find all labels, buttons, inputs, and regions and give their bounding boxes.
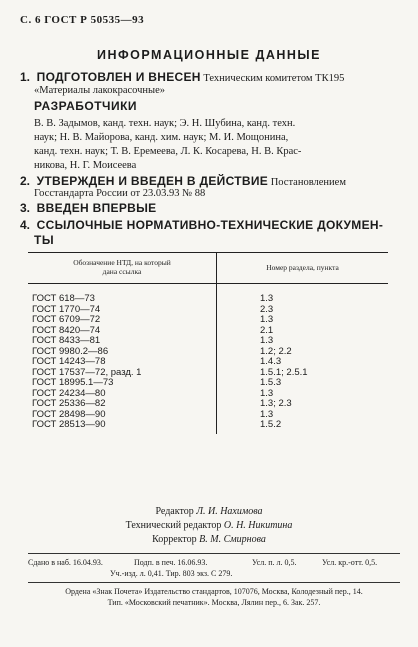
section-2-continuation: Госстандарта России от 23.03.93 № 88	[34, 188, 206, 199]
section-2-heading: УТВЕРЖДЕН И ВВЕДЕН В ДЕЙСТВИЕ	[36, 174, 269, 188]
table-cell-document: ГОСТ 17537—72, разд. 1	[32, 366, 142, 378]
table-cell-section: 1.3	[260, 387, 274, 399]
section-1-text: Техническим комитетом ТК195	[200, 73, 345, 84]
table-cell-document: ГОСТ 24234—80	[32, 387, 106, 399]
table-cell-document: ГОСТ 618—73	[32, 293, 95, 304]
table-cell-section: 1.2; 2.2	[260, 345, 292, 357]
table-header-section: Номер раздела, пункта	[266, 263, 339, 272]
section-3-number: 3.	[20, 201, 31, 215]
table-cell-document: ГОСТ 8420—74	[32, 324, 101, 336]
table-cell-document: ГОСТ 18995.1—73	[32, 377, 114, 388]
imprint-publisher: Ордена «Знак Почета» Издательство стандартов, 107076, Москва, Колодезный пер., 14.	[65, 587, 363, 596]
table-cell-section: 1.3	[260, 408, 274, 420]
table-cell-document: ГОСТ 8433—81	[32, 335, 101, 346]
table-cell-document: ГОСТ 14243—78	[32, 356, 106, 367]
table-cell-document: ГОСТ 9980.2—86	[32, 345, 109, 357]
section-1-continuation: «Материалы лакокрасочные»	[34, 85, 165, 96]
table-body-divider	[216, 283, 217, 434]
editor-credit: Редактор Л. И. Нахимова	[155, 506, 263, 517]
section-3-heading: ВВЕДЕН ВПЕРВЫЕ	[36, 201, 157, 215]
proofreader-name: В. М. Смирнова	[199, 534, 266, 545]
table-cell-document: ГОСТ 28513—90	[32, 419, 106, 430]
table-top-rule	[28, 252, 388, 253]
table-cell-section: 2.1	[260, 324, 274, 336]
table-cell-section: 1.4.3	[260, 356, 282, 367]
table-row	[32, 357, 388, 367]
section-3	[20, 201, 405, 217]
section-4-continuation: ТЫ	[34, 233, 55, 247]
imprint-line-2: Уч.-изд. л. 0,41. Тир. 803 экз. С 279.	[110, 569, 233, 578]
section-1-heading: ПОДГОТОВЛЕН И ВНЕСЕН	[36, 70, 201, 84]
developers-line-2: наук; Н. В. Майорова, канд. хим. наук; М. И. Мощонина,	[34, 132, 289, 143]
table-header-document: Обозначение НТД, на который дана ссылка	[73, 258, 171, 276]
table-cell-section: 1.5.2	[260, 419, 282, 430]
table-row	[32, 315, 388, 325]
section-2-text: Постановлением	[268, 177, 346, 188]
table-row	[32, 389, 388, 399]
table-row	[32, 368, 388, 378]
developers-heading: РАЗРАБОТЧИКИ	[34, 99, 138, 113]
table-cell-section: 1.3; 2.3	[260, 398, 292, 409]
table-row	[32, 347, 388, 357]
table-row	[32, 326, 388, 336]
developers-line-1: В. В. Задымов, канд. техн. наук; Э. Н. Шубина, канд. техн.	[34, 118, 296, 129]
table-row	[32, 305, 388, 315]
imprint-printer: Тип. «Московский печатник». Москва, Лялин пер., 6. Зак. 257.	[107, 598, 321, 607]
imprint-line-1: Сдано в наб. 16.04.93. Подп. в печ. 16.06.93. Усл. п. л. 0,5. Усл. кр.-отт. 0,5.	[28, 558, 378, 567]
table-cell-document: ГОСТ 1770—74	[32, 303, 101, 315]
section-1-number: 1.	[20, 70, 31, 84]
section-4-heading: ССЫЛОЧНЫЕ НОРМАТИВНО-ТЕХНИЧЕСКИЕ ДОКУМЕН-	[36, 218, 384, 232]
table-cell-section: 2.3	[260, 303, 274, 315]
imprint-top-rule	[28, 553, 400, 554]
table-cell-section: 1.5.1; 2.5.1	[260, 366, 308, 378]
imprint-mid-rule	[28, 582, 400, 583]
developers-line-4: никова, Н. Г. Моисеева	[34, 160, 137, 171]
page-header: С. 6 ГОСТ Р 50535—93	[20, 14, 145, 26]
table-cell-section: 1.3	[260, 335, 274, 346]
section-4-number: 4.	[20, 218, 31, 232]
table-cell-section: 1.3	[260, 314, 274, 325]
tech-editor-name: О. Н. Никитина	[223, 520, 293, 531]
section-4	[20, 218, 405, 234]
page-title: ИНФОРМАЦИОННЫЕ ДАННЫЕ	[96, 48, 322, 62]
tech-editor-credit: Технический редактор О. Н. Никитина	[125, 520, 293, 531]
table-row	[32, 410, 388, 420]
table-row	[32, 399, 388, 409]
developers-line-3: канд. техн. наук; Т. В. Еремеева, Л. К. Косарева, Н. В. Крас-	[34, 146, 302, 157]
editor-name: Л. И. Нахимова	[196, 506, 263, 517]
table-cell-section: 1.5.3	[260, 377, 282, 388]
section-2-number: 2.	[20, 174, 31, 188]
table-cell-document: ГОСТ 28498—90	[32, 408, 106, 420]
table-row	[32, 378, 388, 388]
table-header-rule	[28, 283, 388, 284]
table-row	[32, 336, 388, 346]
proofreader-credit: Корректор В. М. Смирнова	[152, 534, 266, 545]
table-cell-document: ГОСТ 6709—72	[32, 314, 101, 325]
table-cell-document: ГОСТ 25336—82	[32, 398, 106, 409]
table-cell-section: 1.3	[260, 293, 274, 304]
table-row	[32, 294, 388, 304]
table-row	[32, 420, 388, 430]
